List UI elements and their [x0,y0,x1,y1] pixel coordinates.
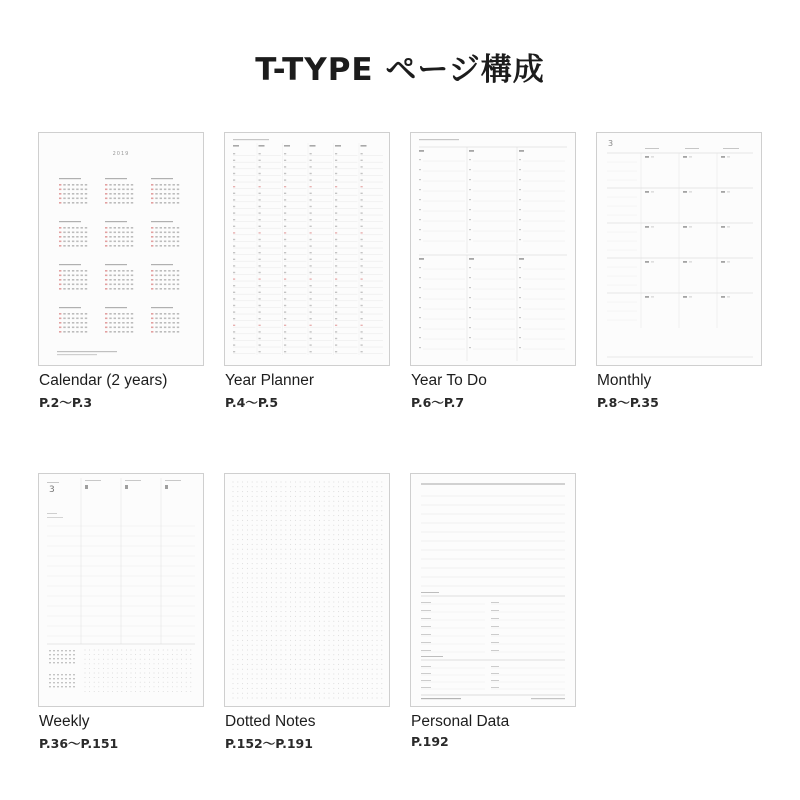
page-range: P.4〜P.5 [225,395,279,410]
weekly-thumb-month: 3 [49,485,55,495]
page-name: Monthly [597,372,652,389]
page-range: P.8〜P.35 [597,395,659,410]
year-planner-thumbnail [224,132,390,366]
personal-data-thumbnail [410,473,576,707]
calendar-thumbnail [38,132,204,366]
page-name: Weekly [39,713,90,730]
page-range: P.36〜P.151 [39,736,119,751]
page-name: Personal Data [411,713,510,730]
page-title: T-TYPE ページ構成 [255,52,545,88]
page-name: Year Planner [225,372,315,389]
page-range: P.6〜P.7 [411,395,465,410]
monthly-thumb-month: 3 [608,139,614,148]
page-range: P.192 [411,734,449,749]
weekly-thumbnail [38,473,204,707]
page-name: Dotted Notes [225,713,316,730]
calendar-thumb-year: 2019 [112,151,130,157]
page-name: Calendar (2 years) [39,372,168,389]
year-to-do-thumbnail [410,132,576,366]
page-name: Year To Do [411,372,487,389]
monthly-thumbnail [596,132,762,366]
page-range: P.2〜P.3 [39,395,93,410]
dotted-notes-thumbnail [224,473,390,707]
page-range: P.152〜P.191 [225,736,313,751]
